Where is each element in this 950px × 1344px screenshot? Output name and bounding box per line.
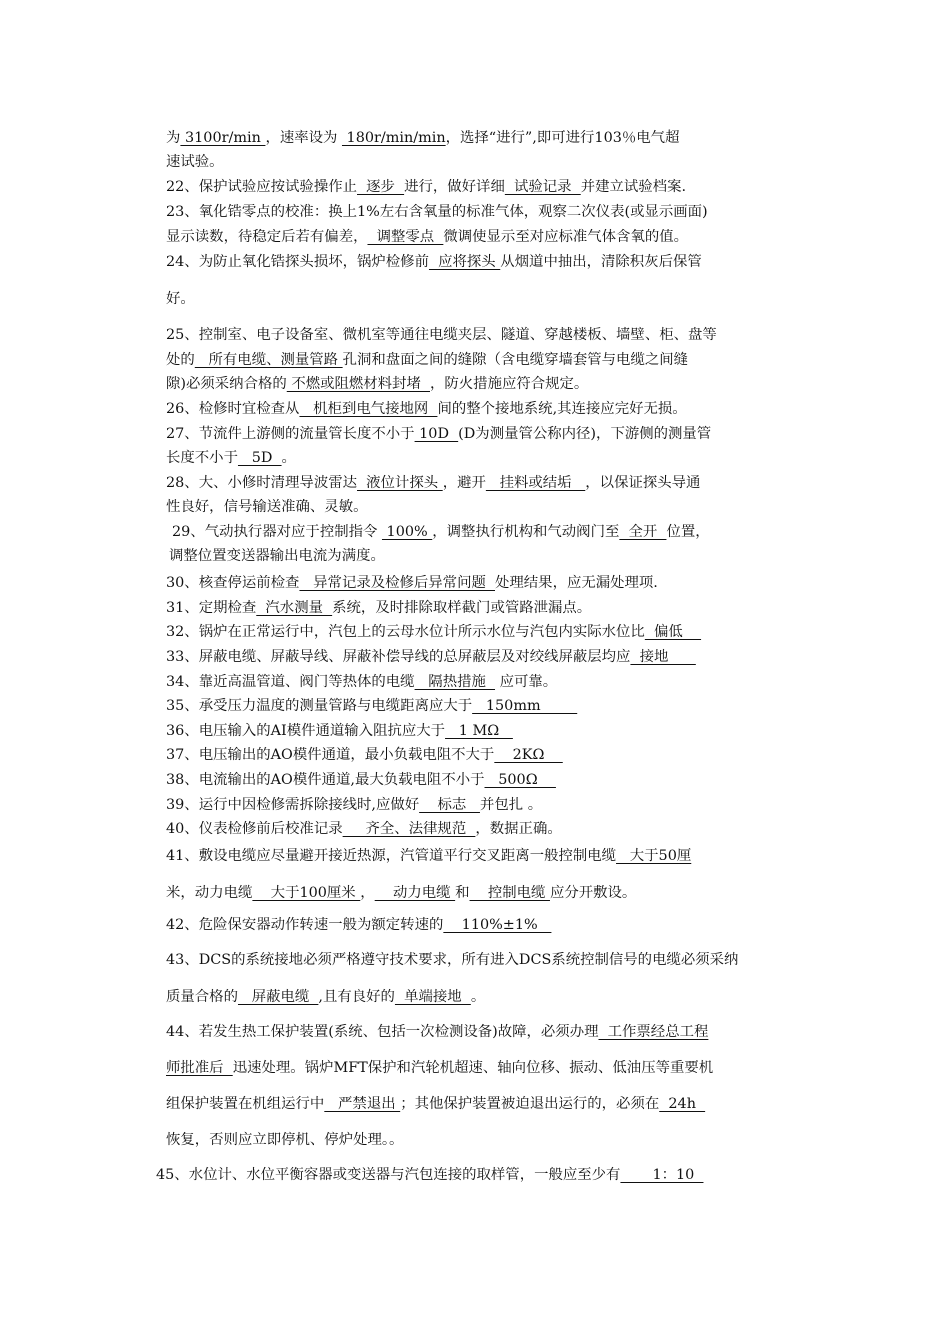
text-segment: 32、锅炉在正常运行中，汽包上的云母水位计所示水位与汽包内实际水位比 (166, 624, 645, 640)
text-segment: 34、靠近高温管道、阀门等热体的电缆 (166, 674, 415, 690)
fill-in-answer: 5D (237, 450, 282, 466)
text-segment: 33、屏蔽电缆、屏蔽导线、屏蔽补偿导线的总屏蔽层及对绞线屏蔽层均应 (166, 649, 631, 665)
text-line (166, 497, 367, 517)
fill-in-answer: 试验记录 (504, 179, 581, 195)
fill-in-answer: 10D (414, 426, 459, 442)
text-segment: ，数据正确。 (475, 821, 562, 837)
text-segment: ，以保证探头导通 (585, 475, 701, 491)
text-segment: 22、保护试验应按试验操作止 (166, 179, 357, 195)
text-line (166, 350, 688, 370)
text-segment: ,且有良好的 (318, 989, 395, 1005)
fill-in-answer: 不燃或阻燃材料封堵 (286, 376, 430, 392)
text-line (166, 950, 738, 970)
text-line (166, 622, 701, 642)
text-line (166, 227, 688, 247)
text-segment: 38、电流输出的AO模件通道,最大负载电阻不小于 (166, 772, 485, 788)
text-segment: ，调整执行机构和气动阀门至 (432, 524, 620, 540)
text-segment: 好。 (166, 291, 195, 307)
text-segment: 从烟道中抽出，清除积灰后保管 (500, 254, 702, 270)
text-segment: 应分开敷设。 (549, 885, 637, 901)
text-line (166, 1022, 708, 1042)
fill-in-answer: 屏蔽电缆 (237, 989, 319, 1005)
text-segment: 44、若发生热工保护装置(系统、包括一次检测设备)故障，必须办理 (166, 1024, 599, 1040)
text-segment: 进行，做好详细 (404, 179, 505, 195)
text-line (166, 152, 224, 172)
text-segment: 并建立试验档案. (580, 179, 687, 195)
text-line (166, 448, 296, 468)
fill-in-answer: 动力电缆 (374, 885, 456, 901)
text-segment: 25、控制室、电子设备室、微机室等通往电缆夹层、隧道、穿越楼板、墙壁、柜、盘等 (166, 327, 717, 343)
text-line (166, 770, 556, 790)
fill-in-answer: 偏低 (644, 624, 702, 640)
text-segment: 米 (166, 885, 181, 901)
text-segment: ，防火措施应符合规定。 (430, 376, 589, 392)
text-segment: 45、水位计、水位平衡容器或变送器与汽包连接的取样管，一般应至少有 (156, 1167, 621, 1183)
text-line (166, 374, 588, 394)
text-segment: 迅速处理。锅炉MFT保护和汽轮机超速、轴向位移、振动、低油压等重要机 (232, 1060, 714, 1076)
text-segment: 组保护装置在机组运行中 (166, 1096, 325, 1112)
text-line (166, 795, 542, 815)
text-segment: (D为测量管公称内径)，下游侧的测量管 (458, 426, 712, 442)
fill-in-answer: 接地 (630, 649, 696, 665)
fill-in-answer: 2KΩ (494, 747, 563, 763)
fill-in-answer: 1 MΩ (445, 723, 513, 739)
text-segment: 质量合格的 (166, 989, 238, 1005)
text-line (166, 846, 691, 866)
fill-in-answer: 全开 (619, 524, 667, 540)
text-line (166, 289, 195, 309)
text-line (166, 473, 700, 493)
text-segment: 28、大、小修时清理导波雷达 (166, 475, 357, 491)
text-segment: ，避开 (442, 475, 486, 491)
text-segment: 29、气动执行器对应于控制指令 (172, 524, 382, 540)
text-line (166, 177, 686, 197)
text-segment: ；其他保护装置被迫退出运行的，必须在 (400, 1096, 660, 1112)
text-line (166, 573, 658, 593)
text-segment: 43、DCS的系统接地必须严格遵守技术要求，所有进入DCS系统控制信号的电缆必须采纳 (166, 952, 739, 968)
text-line (166, 325, 717, 345)
text-segment: 26、检修时宜检查从 (166, 401, 300, 417)
fill-in-answer: 调整零点 (367, 229, 444, 245)
text-segment: 性良好，信号输送准确、灵敏。 (166, 499, 368, 515)
text-segment: 处的 (166, 352, 195, 368)
text-segment: 长度不小于 (166, 450, 238, 466)
text-line (166, 128, 679, 148)
fill-in-answer: 控制电缆 (469, 885, 550, 901)
fill-in-answer: 应将探头 (428, 254, 501, 270)
fill-in-answer: 150mm (472, 698, 578, 714)
text-segment: ，选择“进行”,即可进行103％电气超 (445, 130, 680, 146)
text-segment: 41、敷设电缆应尽量避开接近热源，汽管道平行交叉距离一般控制电缆 (166, 848, 617, 864)
text-segment: 恢复，否则应立即停机、停炉处理。。 (166, 1132, 404, 1148)
text-segment: 速试验。 (166, 154, 224, 170)
fill-in-answer: 100% (381, 524, 433, 540)
fill-in-answer: 标志 (419, 797, 480, 813)
fill-in-answer: 大于100厘米 (252, 885, 361, 901)
text-segment: 孔洞和盘面之间的缝隙（含电缆穿墙套管与电缆之间缝 (342, 352, 689, 368)
fill-in-answer: 所有电缆、测量管路 (194, 352, 343, 368)
text-segment: 30、核查停运前检查 (166, 575, 300, 591)
fill-in-answer: 1：10 (620, 1167, 704, 1183)
text-line (156, 1165, 703, 1185)
text-segment: ，动力电缆 (180, 885, 253, 901)
text-segment: ，速率设为 (265, 130, 342, 146)
text-segment: 24、为防止氧化锆探头损坏，锅炉检修前 (166, 254, 429, 270)
text-segment: 显示读数，待稳定后若有偏差， (166, 229, 368, 245)
text-line (166, 672, 557, 692)
fill-in-answer: 液位计探头 (357, 475, 443, 491)
text-segment: 23、氧化锆零点的校准：换上1%左右含氧量的标准气体，观察二次仪表(或显示画面) (166, 204, 708, 220)
text-line (166, 696, 577, 716)
fill-in-answer: 严禁退出 (324, 1096, 401, 1112)
text-line (166, 721, 513, 741)
text-segment: 调整位置变送器输出电流为满度。 (169, 548, 385, 564)
text-segment: ， (360, 885, 375, 901)
text-line (166, 424, 711, 444)
fill-in-answer: 大于50厘 (616, 848, 692, 864)
text-segment: 31、定期检查 (166, 600, 257, 616)
text-segment: 37、电压输出的AO模件通道，最小负载电阻不大于 (166, 747, 495, 763)
fill-in-answer: 齐全、法律规范 (342, 821, 476, 837)
text-line (166, 1058, 713, 1078)
text-segment: 隙)必须采纳合格的 (166, 376, 287, 392)
fill-in-answer: 挂料或结垢 (485, 475, 586, 491)
fill-in-answer: 隔热措施 (414, 674, 496, 690)
text-line (166, 819, 562, 839)
text-segment: 和 (455, 885, 470, 901)
text-line (166, 987, 485, 1007)
text-line (166, 1094, 705, 1114)
text-segment: 位置， (666, 524, 710, 540)
fill-in-answer: 24h (659, 1096, 706, 1112)
text-line (172, 522, 710, 542)
text-line (166, 598, 591, 618)
text-segment: 间的整个接地系统,其连接应完好无损。 (437, 401, 687, 417)
fill-in-answer: 逐步 (357, 179, 405, 195)
text-segment: 应可靠。 (495, 674, 558, 690)
fill-in-answer: 3100r/min (180, 130, 266, 146)
fill-in-answer: 工作票经总工程 (598, 1024, 709, 1040)
text-line (166, 1130, 403, 1150)
fill-in-answer: 机柜到电气接地网 (299, 401, 438, 417)
text-line (166, 745, 563, 765)
text-segment: 42、危险保安器动作转速一般为额定转速的 (166, 917, 444, 933)
text-line (166, 399, 687, 419)
text-segment: 微调使显示至对应标准气体含氧的值。 (443, 229, 689, 245)
text-segment: 39、运行中因检修需拆除接线时,应做好 (166, 797, 420, 813)
fill-in-answer: 180r/min/min (341, 130, 446, 146)
text-segment: 35、承受压力温度的测量管路与电缆距离应大于 (166, 698, 473, 714)
text-segment: 40、仪表检修前后校准记录 (166, 821, 343, 837)
text-segment: 并包扎 。 (479, 797, 543, 813)
text-line (166, 252, 702, 272)
text-segment: 36、电压输入的AI模件通道输入阻抗应大于 (166, 723, 446, 739)
text-line (166, 647, 696, 667)
text-segment: 。 (281, 450, 296, 466)
text-segment: 27、节流件上游侧的流量管长度不小于 (166, 426, 415, 442)
fill-in-answer: 500Ω (484, 772, 556, 788)
text-line (166, 883, 636, 903)
text-segment: 处理结果，应无漏处理项. (495, 575, 658, 591)
fill-in-answer: 汽水测量 (256, 600, 333, 616)
text-line (169, 546, 385, 566)
text-segment: 系统，及时排除取样截门或管路泄漏点。 (332, 600, 592, 616)
fill-in-answer: 异常记录及检修后异常问题 (299, 575, 495, 591)
text-segment: 。 (470, 989, 486, 1005)
text-line (166, 915, 551, 935)
text-segment: 为 (166, 130, 181, 146)
text-line (166, 202, 708, 222)
fill-in-answer: 110%±1% (443, 917, 552, 933)
fill-in-answer: 师批准后 (166, 1060, 233, 1076)
fill-in-answer: 单端接地 (394, 989, 471, 1005)
